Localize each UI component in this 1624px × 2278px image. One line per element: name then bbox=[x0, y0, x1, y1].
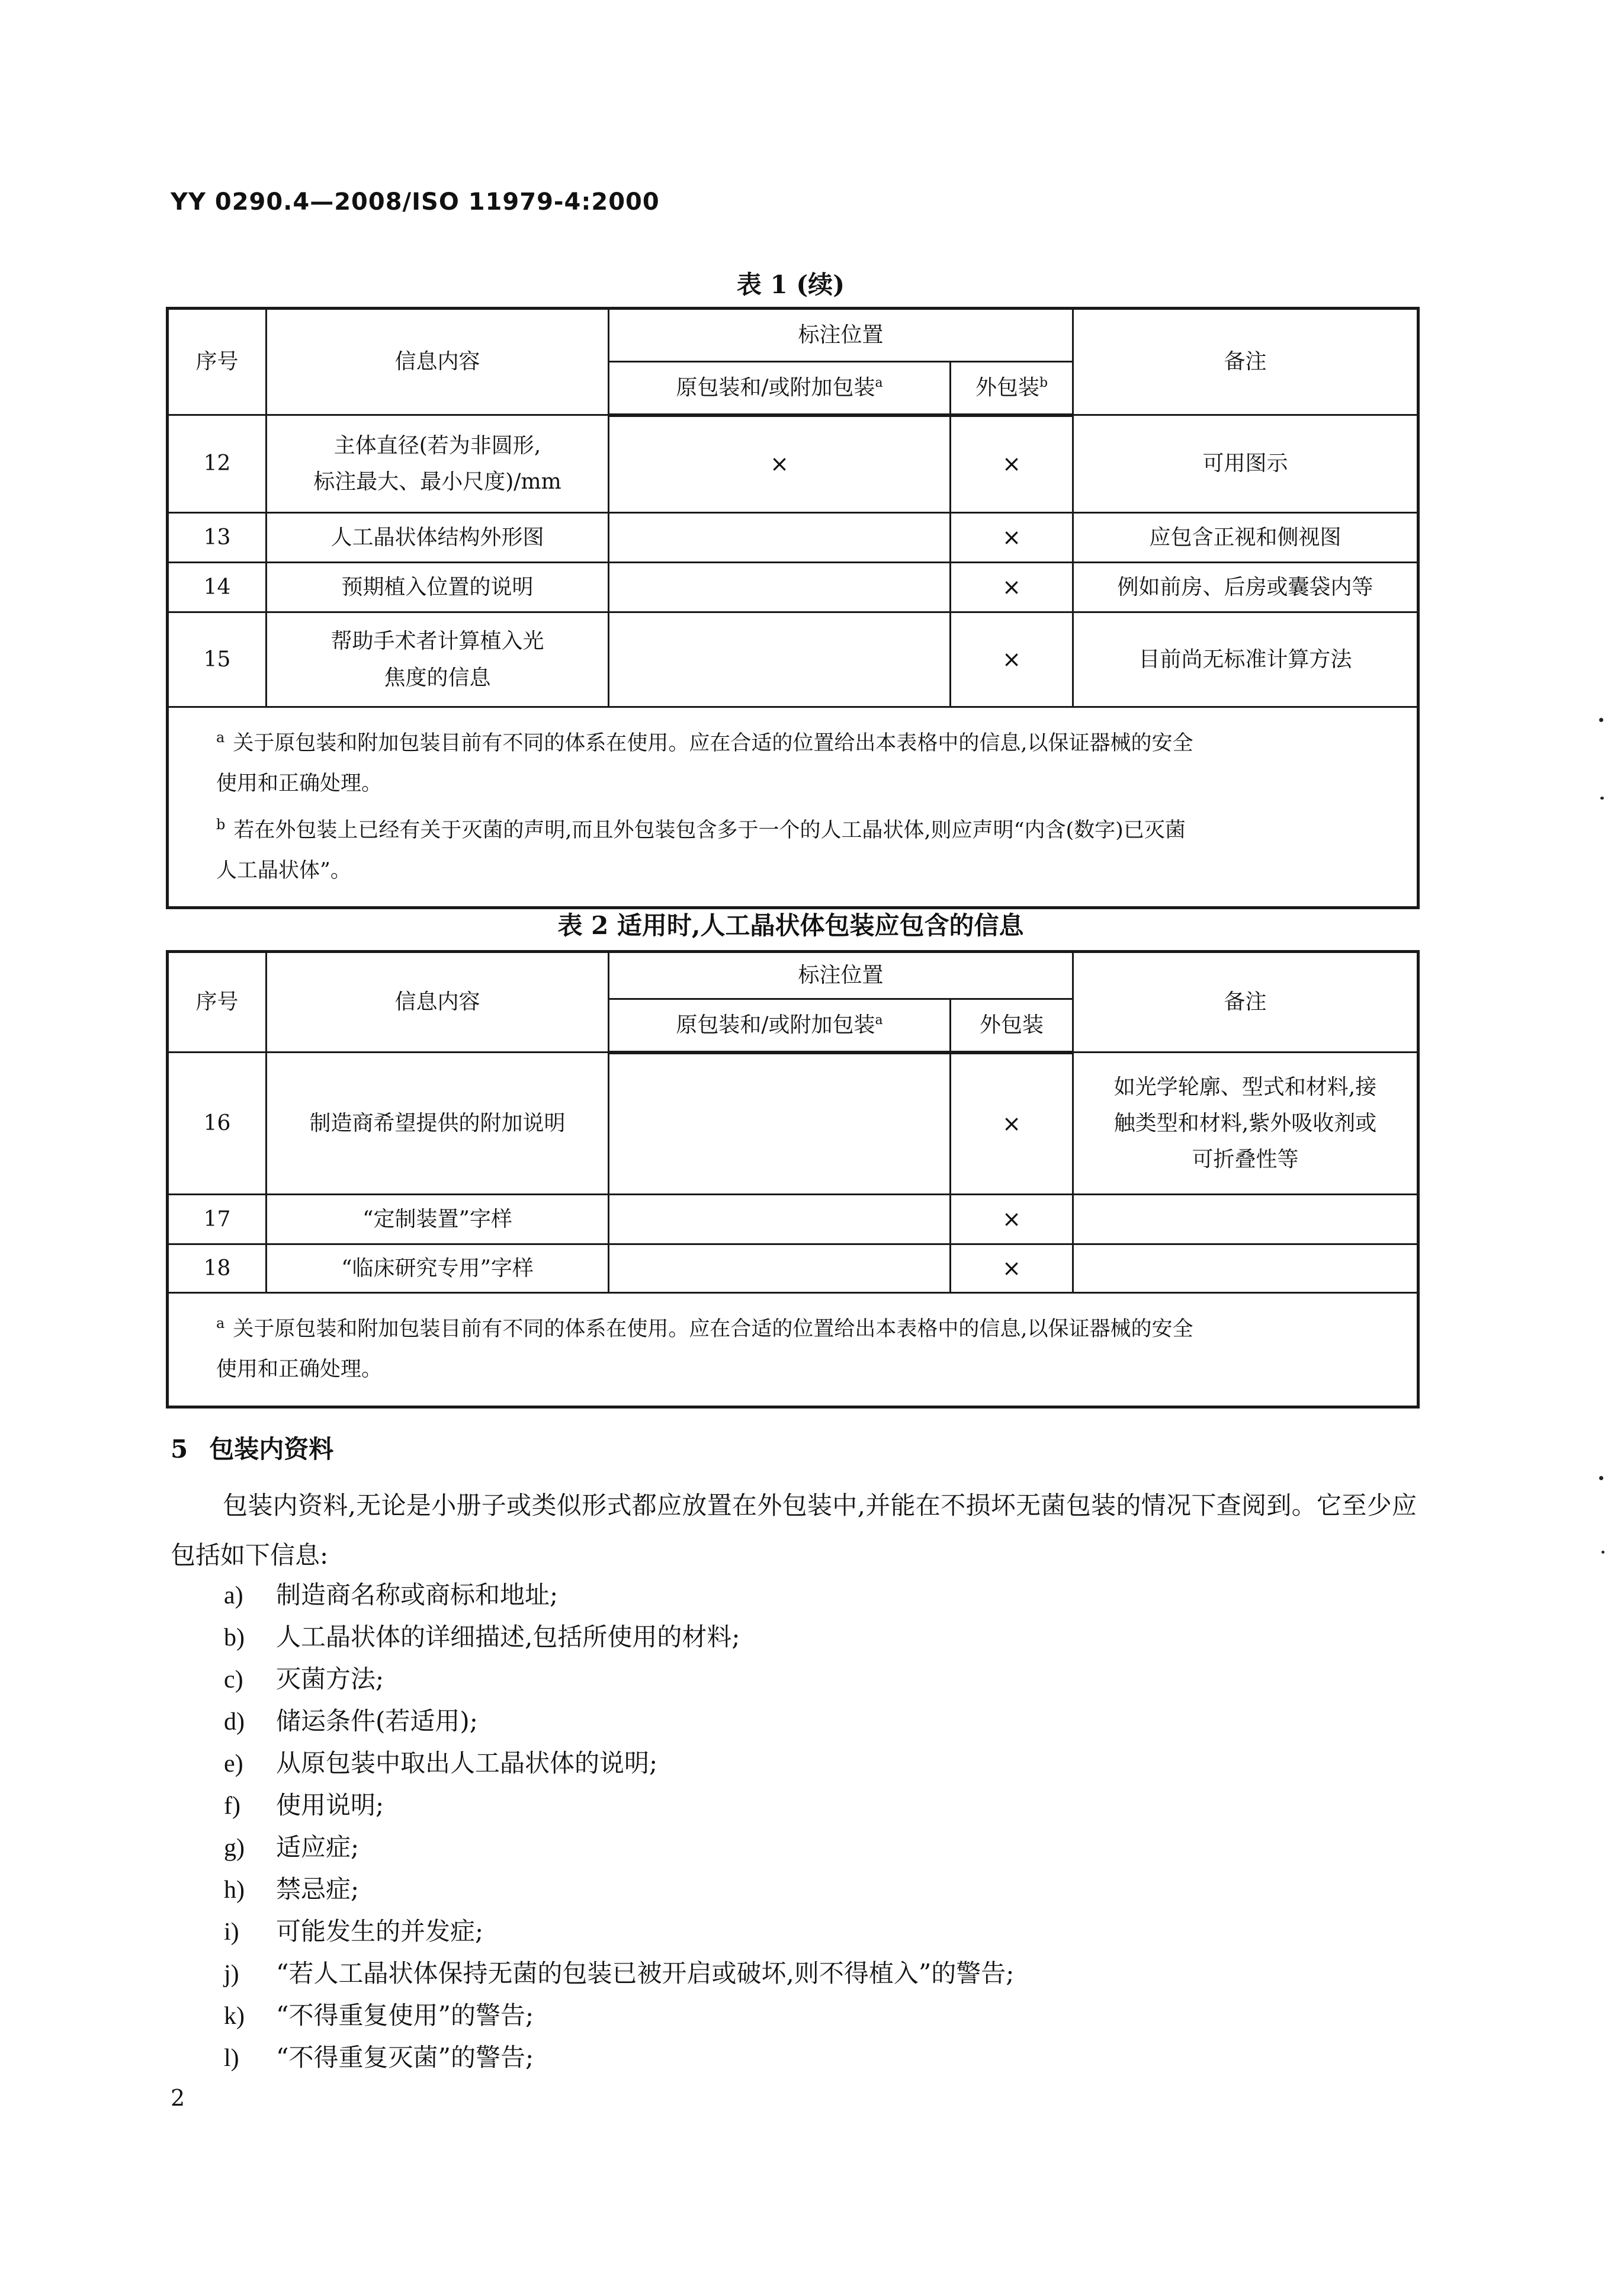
row-content: “定制装置”字样 bbox=[267, 1195, 609, 1244]
header-primary-package: 原包装和/或附加包装$^a$ bbox=[609, 999, 951, 1053]
list-item: c) 灭菌方法; bbox=[224, 1664, 384, 1693]
scan-speck bbox=[1601, 1551, 1604, 1554]
section-heading bbox=[171, 1430, 333, 1465]
table-footnotes bbox=[168, 707, 1418, 908]
row-remarks: 可用图示 bbox=[1073, 415, 1418, 513]
row-primary-mark bbox=[609, 563, 951, 612]
row-remarks: 应包含正视和侧视图 bbox=[1073, 513, 1418, 563]
standard-id: YY 0290.4—2008/ISO 11979-4:2000 bbox=[171, 188, 660, 216]
row-primary-mark bbox=[609, 612, 951, 707]
list-item: f) 使用说明; bbox=[224, 1791, 384, 1820]
row-no: 13 bbox=[168, 513, 267, 563]
list-item: a) 制造商名称或商标和地址; bbox=[224, 1580, 559, 1609]
header-no: 序号 bbox=[168, 952, 267, 1053]
row-content: “临床研究专用”字样 bbox=[267, 1244, 609, 1293]
row-outer-mark: × bbox=[951, 612, 1073, 707]
list-item: b) 人工晶状体的详细描述,包括所使用的材料; bbox=[224, 1622, 740, 1651]
row-content: 预期植入位置的说明 bbox=[267, 563, 609, 612]
row-outer-mark: × bbox=[951, 1244, 1073, 1293]
row-remarks: 目前尚无标准计算方法 bbox=[1073, 612, 1418, 707]
list-item: g) 适应症; bbox=[224, 1833, 360, 1862]
header-outer-package: 外包装$^b$ bbox=[951, 362, 1073, 415]
header-remarks: 备注 bbox=[1073, 952, 1418, 1053]
header-remarks: 备注 bbox=[1073, 309, 1418, 415]
row-no: 16 bbox=[168, 1053, 267, 1195]
footnote-a: $^a$ 关于原包装和附加包装目前有不同的体系在使用。应在合适的位置给出本表格中的信息,以保证器械的安全 使用和正确处理。 bbox=[216, 729, 1193, 796]
row-content: 制造商希望提供的附加说明 bbox=[267, 1053, 609, 1195]
footnote-b: $^b$ 若在外包装上已经有关于灭菌的声明,而且外包装包含多于一个的人工晶状体,则应声明“内含(数字)已灭菌 人工晶状体”。 bbox=[216, 816, 1186, 883]
table-row bbox=[168, 1195, 1418, 1244]
row-no: 14 bbox=[168, 563, 267, 612]
table1 bbox=[166, 307, 1420, 909]
scan-speck bbox=[1599, 718, 1603, 722]
row-primary-mark: × bbox=[609, 415, 951, 513]
scan-speck bbox=[1600, 797, 1604, 800]
header-position: 标注位置 bbox=[609, 952, 1073, 999]
row-remarks: 例如前房、后房或囊袋内等 bbox=[1073, 563, 1418, 612]
row-outer-mark: × bbox=[951, 513, 1073, 563]
section-title: 包装内资料 bbox=[209, 1435, 334, 1464]
list-item: j) “若人工晶状体保持无菌的包装已被开启或破坏,则不得植入”的警告; bbox=[224, 1959, 1015, 1988]
page-number: 2 bbox=[171, 2085, 185, 2111]
table2 bbox=[166, 950, 1420, 1408]
row-primary-mark bbox=[609, 1244, 951, 1293]
list-item: k) “不得重复使用”的警告; bbox=[224, 2001, 534, 2030]
list-item: e) 从原包装中取出人工晶状体的说明; bbox=[224, 1748, 658, 1778]
footnote-ref-a: a bbox=[875, 376, 883, 391]
table-row bbox=[168, 415, 1418, 513]
header-position: 标注位置 bbox=[609, 309, 1073, 362]
list-item: i) 可能发生的并发症; bbox=[224, 1917, 484, 1946]
row-primary-mark bbox=[609, 513, 951, 563]
info-list bbox=[224, 1574, 1408, 2078]
header-content: 信息内容 bbox=[267, 952, 609, 1053]
header-no: 序号 bbox=[168, 309, 267, 415]
row-no: 15 bbox=[168, 612, 267, 707]
header-primary-package: 原包装和/或附加包装$^a$ bbox=[609, 362, 951, 415]
row-primary-mark bbox=[609, 1195, 951, 1244]
table-footnotes bbox=[168, 1293, 1418, 1407]
footnote-ref-a: a bbox=[875, 1013, 883, 1028]
row-no: 12 bbox=[168, 415, 267, 513]
row-primary-mark bbox=[609, 1053, 951, 1195]
table-row bbox=[168, 612, 1418, 707]
table-row bbox=[168, 1244, 1418, 1293]
section-paragraph: 包装内资料,无论是小册子或类似形式都应放置在外包装中,并能在不损坏无菌包装的情况下查阅到。它至少应包括如下信息: bbox=[171, 1491, 1417, 1570]
table-row bbox=[168, 563, 1418, 612]
row-outer-mark: × bbox=[951, 1053, 1073, 1195]
row-outer-mark: × bbox=[951, 1195, 1073, 1244]
footnote-a: $^a$ 关于原包装和附加包装目前有不同的体系在使用。应在合适的位置给出本表格中的信息,以保证器械的安全 使用和正确处理。 bbox=[216, 1315, 1193, 1382]
row-content: 主体直径(若为非圆形, 标注最大、最小尺度)/mm bbox=[267, 415, 609, 513]
table-row bbox=[168, 513, 1418, 563]
row-remarks: 如光学轮廓、型式和材料,接 触类型和材料,紫外吸收剂或 可折叠性等 bbox=[1073, 1053, 1418, 1195]
footnote-ref-b: b bbox=[1039, 376, 1048, 391]
row-outer-mark: × bbox=[951, 415, 1073, 513]
table1-title: 表 1 (续) bbox=[736, 270, 845, 299]
row-remarks bbox=[1073, 1244, 1418, 1293]
list-item: h) 禁忌症; bbox=[224, 1875, 360, 1904]
row-content: 人工晶状体结构外形图 bbox=[267, 513, 609, 563]
table-row bbox=[168, 1053, 1418, 1195]
header-content: 信息内容 bbox=[267, 309, 609, 415]
header-outer-package: 外包装 bbox=[951, 999, 1073, 1053]
list-item: l) “不得重复灭菌”的警告; bbox=[224, 2043, 534, 2072]
row-outer-mark: × bbox=[951, 563, 1073, 612]
scan-speck bbox=[1599, 1476, 1603, 1480]
section-number: 5 bbox=[171, 1435, 188, 1464]
row-no: 18 bbox=[168, 1244, 267, 1293]
row-content: 帮助手术者计算植入光 焦度的信息 bbox=[267, 612, 609, 707]
row-remarks bbox=[1073, 1195, 1418, 1244]
list-item: d) 储运条件(若适用); bbox=[224, 1706, 478, 1735]
table2-title: 表 2 适用时,人工晶状体包装应包含的信息 bbox=[557, 911, 1024, 940]
row-no: 17 bbox=[168, 1195, 267, 1244]
